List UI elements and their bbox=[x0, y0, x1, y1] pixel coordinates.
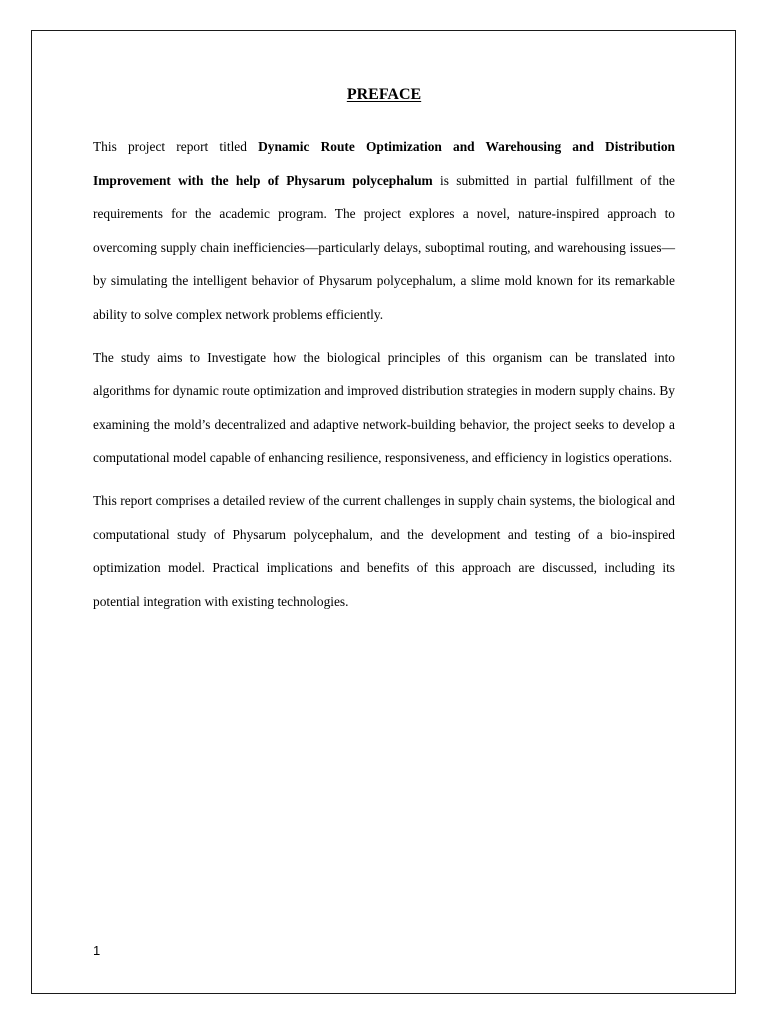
paragraph-1-segment-3: is submitted in partial fulfillment of the requirements for the academic program. The project explores a novel, nature-inspired approach to overcoming supply chain inefficiencies—particularly delays, suboptimal routing, and warehousing issues—by simulating the intelligent behavior of Physarum polycephalum, a slime mold known for its remarkable ability to solve complex network problems efficiently. bbox=[93, 172, 675, 322]
body-text bbox=[93, 130, 675, 628]
paragraph-2-text: The study aims to Investigate how the biological principles of this organism can be translated into algorithms for dynamic route optimization and improved distribution strategies in modern supply chains. By examining the mold’s decentralized and adaptive network-building behavior, the project seeks to develop a computational model capable of enhancing resilience, responsiveness, and efficiency in logistics operations. bbox=[93, 349, 675, 465]
page-number: 1 bbox=[93, 943, 101, 958]
page-title bbox=[0, 86, 768, 104]
paragraph-3 bbox=[93, 484, 675, 618]
paragraph-1 bbox=[93, 130, 675, 331]
paragraph-3-text: This report comprises a detailed review of the current challenges in supply chain systems, the biological and computational study of Physarum polycephalum, and the development and testing of a bio-inspired optimization model. Practical implications and benefits of this approach are discussed, including its potential integration with existing technologies. bbox=[93, 493, 675, 609]
page-title-text: PREFACE bbox=[346, 86, 422, 103]
report-title-bold: Dynamic Route Optimization and Warehousing and Distribution Improvement with the help of Physarum polycephalum bbox=[93, 139, 675, 188]
paragraph-2 bbox=[93, 341, 675, 475]
paragraph-1-segment-1: This project report titled bbox=[93, 139, 259, 154]
